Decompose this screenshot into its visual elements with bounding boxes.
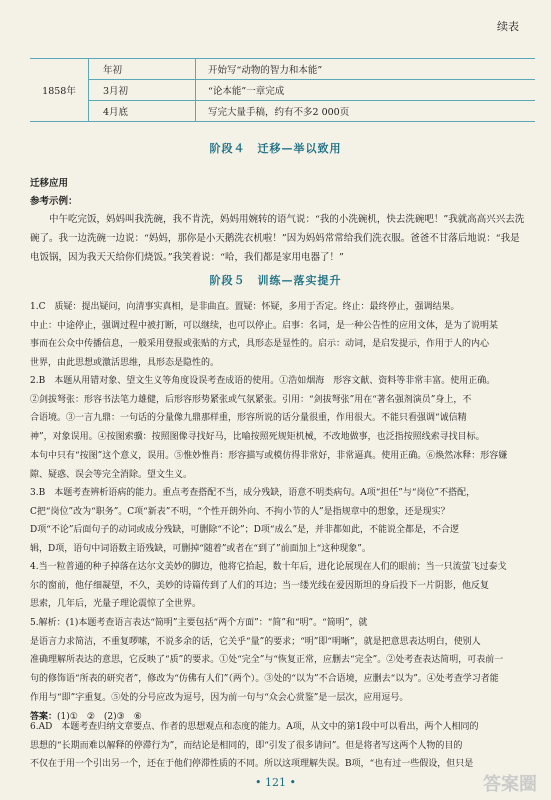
text-line: 3.B 本题考查辨析语病的能力。重点考查搭配不当，成分残缺，语意不明类病句。A项“担任”与“岗位”不搭配， [30, 488, 476, 498]
year-cell: 1858年 [30, 59, 89, 122]
event-cell: 写完大量手稿，约有不多2 000页 [196, 101, 536, 122]
question-5 [30, 614, 530, 726]
text-line: 1.C 质疑：提出疑问，向清事实真相，是非曲直。置疑：怀疑，多用于否定。终止：最终停止，强调结果。 [30, 302, 460, 312]
month-cell: 4月底 [89, 101, 196, 122]
text-line: 6.AD 本题考查归纳文章要点、作者的思想观点和态度的能力。A项，从文中的第1段中可以看出，两个人相同的 [30, 722, 479, 732]
question-2 [30, 372, 530, 484]
question-6 [30, 718, 530, 774]
stage4-paragraph [30, 210, 525, 267]
watermark: 答案圈 [483, 774, 537, 795]
question-3 [30, 484, 530, 559]
text-line: 本句中只有“按图”这个意义，误用。⑤惟妙惟肖：形容描写或模仿得非常好，非常逼真。使用正确。⑥焕然冰释：形容嫌 [30, 450, 508, 461]
text-line: 合语境。③一言九鼎：一句话的分量像九鼎那样重，形容所说的话分量很重，作用很大。不能只看强调“诚信精 [30, 413, 467, 424]
text-line: 思索，几年后，光量子理论震惊了全世界。 [30, 599, 202, 610]
answer-text: (1)① ② (2)③ ⑥ [57, 711, 142, 722]
text-line: 世界，由此思想或激活思维，具形态是隐性的。 [30, 358, 220, 369]
text-line: 尔的窗前，他仔细凝望，不久，美妙的诗篇传到了人们的耳边；当一缕光线在爱因斯坦的身后投下一片阴影，他反复 [30, 580, 490, 591]
text-line: D项“不论”后面句子的动词或成分残缺，可删除“不论”；D项“成么”是，并非都如此，不能说全都是，不合逻 [30, 525, 460, 536]
text-line: 句的修饰语“所表的研究者”，修改为“仿佛有人们”（两个）。③处的“以为”不合语境，应删去“以为”。④处考查学习者能 [30, 674, 499, 685]
sub-label: 迁移应用 [30, 178, 69, 189]
text-line: 神”，对象误用。④按图索骥：按照图像寻找好马，比喻按照死规矩机械，不改地做事，也泛指按照线索寻找目标。 [30, 432, 485, 443]
question-4 [30, 558, 530, 614]
event-cell: 开始写“动物的智力和本能” [196, 59, 536, 80]
text-line: 4.当一粒普通的种子掉落在达尔文美妙的脚边，他将它拾起，数十年后，进化论展现在人们的眼前；当一只流萤飞过泰戈 [30, 562, 507, 572]
question-1 [30, 298, 530, 373]
text-line: 作用与“即”字重复。⑤处的分号应改为逗号，因为前一句与“众会心赏鉴”是一层次，应用逗号。 [30, 692, 409, 703]
stage4-title: 阶段４ 迁移—举以致用 [209, 142, 342, 155]
table-row [30, 80, 535, 101]
stage5-title: 阶段５ 训练—落实提升 [209, 274, 342, 287]
continue-label: 续表 [497, 20, 519, 33]
text-line: 是语言力求简洁，不重复啰嗦，不说多余的话，它关乎“量”的要求；“明”即“明晰”，就是把意思表达明白，使别人 [30, 636, 481, 647]
text-line: 隙、疑惑、误会等完全消除。望文生义。 [30, 469, 193, 480]
table-row [30, 101, 535, 122]
table-row [30, 59, 535, 80]
text-line: 不仅在于用一个引出另一个，还在于他们停滞性质的不同。所以这项理解失误。B项，“也有过一些假设，但只是 [30, 759, 474, 770]
text-line: C把“岗位”改为“职务”。C项“新表”不明，“个性开朗外向、不拘小节的人”是指规章中的想象，还是现实？ [30, 506, 450, 517]
answer-label: 答案： [30, 711, 58, 722]
text-line: 5.解析：(1)本题考查语言表达“简明”主要包括“两个方面”：“简”和“明”。“简明”，就 [30, 618, 368, 628]
timeline-table [30, 58, 535, 122]
month-cell: 年初 [89, 59, 196, 80]
ref-label: 参考示例： [30, 196, 78, 207]
event-cell: “论本能”一章完成 [196, 80, 536, 101]
page-number: • 121 • [255, 776, 296, 789]
text-line: 辑，D项，语句中词语数主语残缺，可删掉“随着”或者在“到了”前面加上“这种现象”。 [30, 544, 371, 555]
text-line: ②剑拔弩张：形容书法笔力雄健，后形容形势紧张或气氛紧张。引用：“剑拔弩张”用在“著名强剂演员”身上，不 [30, 394, 472, 405]
text-line: 事而在公众中传播信息，一般采用登报或张贴的方式，具形态是显性的。启示：动词，是启发提示，作用于人的内心 [30, 339, 490, 350]
paragraph-text: 中午吃完饭，妈妈叫我洗碗，我不肯洗，妈妈用婉转的语气说：“我的小洗碗机，快去洗碗吧！”我就高高兴兴去洗碗了。我一边洗碗一边说：“妈妈，那你是小天鹅洗衣机啦！”因为妈妈常常给我们洗衣服。爸爸不甘落后地说：“我是电饭锅，因为我天天给你们烧饭。”我笑着说：“哈，我们都是家用电器了！” [30, 214, 525, 263]
text-line: 思想的“长期而难以解释的停滞行为”，而结论是相同的，即“引发了很多请问”。但是将者写这两个人物的目的 [30, 740, 463, 751]
month-cell: 3月初 [89, 80, 196, 101]
text-line: 准确理解所表达的意思，它反映了“质”的要求。①处“完全”与“恢复正常，应删去“完全”。②处考查表达简明，可表前一 [30, 655, 504, 666]
text-line: 2.B 本题从用错对象、望文生义等角度设误考查成语的使用。①浩如烟海 形容文献、资料等非常丰富。使用正确。 [30, 376, 496, 386]
text-line: 中止：中途停止，强调过程中被打断，可以继续，也可以停止。启事：名词，是一种公告性的应用文体，是为了说明某 [30, 320, 499, 331]
